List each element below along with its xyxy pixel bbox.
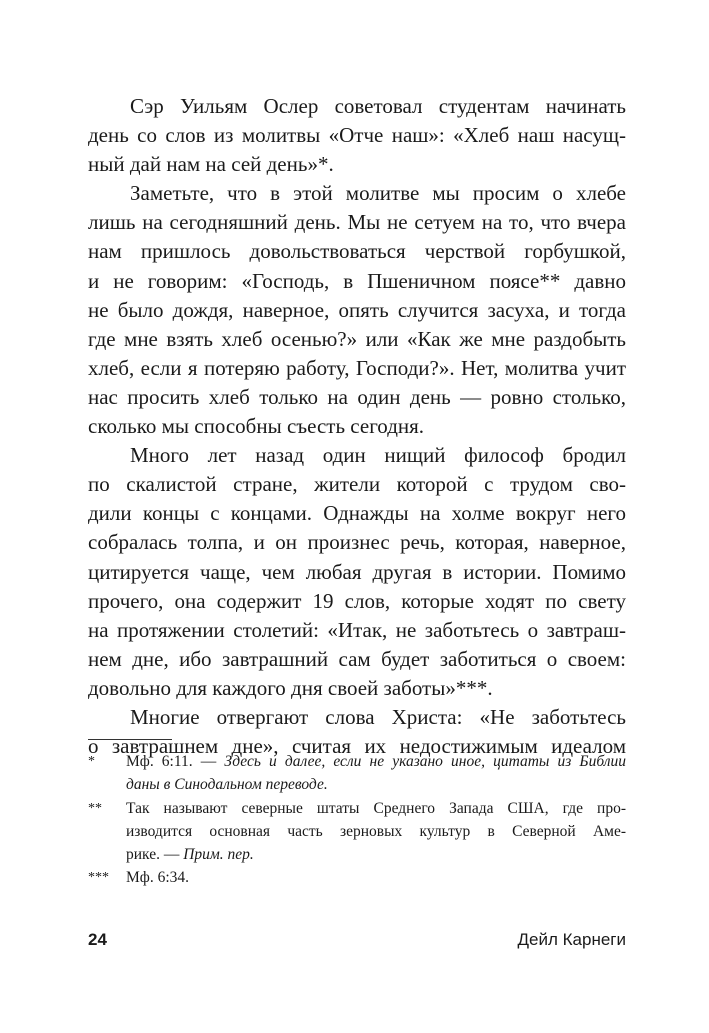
footnote-2-note: Прим. пер. xyxy=(183,846,254,863)
text-line: по скалистой стране, жители которой с трудом сво- xyxy=(88,472,626,497)
footnote-2 xyxy=(88,797,626,866)
footnote-3-text: Мф. 6:34. xyxy=(126,869,190,886)
text-line: собралась толпа, и он произнес речь, которая, наверное, xyxy=(88,530,626,555)
text-line: Сэр Уильям Ослер советовал студентам начинать xyxy=(130,94,626,118)
footnote-2-line3: рике. — xyxy=(126,846,184,863)
main-text xyxy=(88,92,626,761)
footnote-1-mark: * xyxy=(88,754,95,769)
footnote-2-mark: ** xyxy=(88,801,102,816)
text-line: цитируется чаще, чем любая другая в истории. Помимо xyxy=(88,559,626,584)
text-line: нем дне, ибо завтрашний сам будет заботиться о своем: xyxy=(88,646,626,671)
footnote-divider xyxy=(88,739,172,740)
text-line: сколько мы способны съесть сегодня. xyxy=(88,414,425,439)
text-line: довольно для каждого дня своей заботы»***. xyxy=(88,675,493,700)
footnote-1-ref: Мф. 6:11. — xyxy=(126,753,225,770)
footnote-1 xyxy=(88,750,626,796)
text-line: лишь на сегодняшний день. Мы не сетуем на то, что вчера xyxy=(88,210,626,235)
footnote-1-italic-line2: даны в Синодальном переводе. xyxy=(126,776,328,793)
text-line: день со слов из молитвы «Отче наш»: «Хлеб наш насущ- xyxy=(88,123,626,148)
text-line: где мне взять хлеб осенью?» или «Как же мне раздобыть xyxy=(88,326,626,351)
text-line: на протяжении столетий: «Итак, не заботьтесь о завтраш- xyxy=(88,617,626,642)
text-line: Много лет назад один нищий философ бродил xyxy=(130,443,626,468)
text-line: Заметьте, что в этой молитве мы просим о хлебе xyxy=(130,181,626,206)
text-line: прочего, она содержит 19 слов, которые ходят по свету xyxy=(88,588,626,613)
running-footer-author: Дейл Карнеги xyxy=(517,930,626,949)
text-line: о завтрашнем дне», считая их недостижимым идеалом xyxy=(88,734,626,759)
footnote-2-line2: изводится основная часть зерновых культур в Северной Аме- xyxy=(126,823,626,840)
page-number: 24 xyxy=(88,930,107,949)
footnote-1-italic-line1: Здесь и далее, если не указано иное, цитаты из Библии xyxy=(224,753,626,770)
text-line: и не говорим: «Господь, в Пшеничном поясе** давно xyxy=(88,268,626,293)
text-line: Многие отвергают слова Христа: «Не заботьтесь xyxy=(130,704,626,729)
text-line: дили концы с концами. Однажды на холме вокруг него xyxy=(88,501,626,526)
text-line: нам пришлось довольствоваться черствой горбушкой, xyxy=(88,239,626,264)
footnote-3-mark: *** xyxy=(88,870,109,885)
text-line: ный дай нам на сей день»*. xyxy=(88,152,334,177)
text-line: хлеб, если я потеряю работу, Господи?». Нет, молитва учит xyxy=(88,355,626,380)
footnote-2-line1: Так называют северные штаты Среднего Запада США, где про- xyxy=(126,800,626,817)
text-line: не было дождя, наверное, опять случится засуха, и тогда xyxy=(88,297,626,322)
text-line: нас просить хлеб только на один день — ровно столько, xyxy=(88,384,626,409)
footnote-3 xyxy=(88,866,626,889)
